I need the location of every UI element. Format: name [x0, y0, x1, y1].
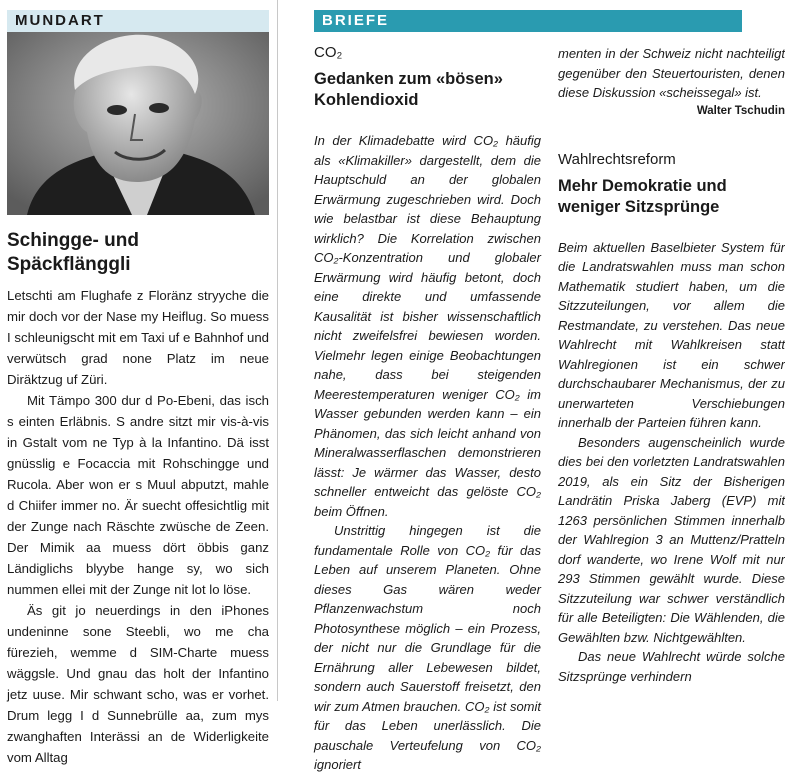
- mundart-headline-line1: Schingge- und: [7, 230, 139, 251]
- briefe-section: [314, 0, 785, 772]
- letter-author: Walter Tschudin: [696, 104, 785, 117]
- portrait-illustration: [7, 32, 269, 215]
- letter-wahlrecht-headline-line2: weniger Sitzsprünge: [558, 197, 720, 216]
- section-header-mundart: MUNDART: [7, 10, 269, 32]
- previous-letter-tail: [558, 44, 785, 103]
- letter-wahlrecht-paragraph-3: Das neue Wahlrecht würde solche Sitzsprünge verhindern: [558, 649, 785, 684]
- letter-co2-headline-line1: Gedanken zum «bösen»: [314, 70, 503, 88]
- letter-wahlrecht-topic: Wahlrechtsreform: [558, 150, 676, 168]
- letter-wahlrecht-headline: [558, 176, 785, 218]
- letter-co2-headline-line2: Kohlendioxid: [314, 91, 419, 109]
- mundart-column: [7, 0, 269, 765]
- previous-letter-text: menten in der Schweiz nicht nachteiligt gegenüber den Steuertouristen, denen diese Diskussion «scheissegal» ist.: [558, 46, 785, 100]
- mundart-paragraph-3: Äs git jo neuerdings in den iPhones undeninne sone Steebli, wo me cha fürezieh, wemme d SIM-Charte muess wäggsle. Und gnau das holt der Infantino jetz uuse. Mir schwant scho, was er vorhet. Drum legg I d Sunnebrülle aa, zum mys zwanghaften Interässi an de Widerligkeite vom Alltag: [7, 603, 269, 765]
- letter-co2-topic: CO₂: [314, 44, 343, 61]
- letter-wahlrecht-paragraph-1: Beim aktuellen Baselbieter System für die Landratswahlen muss man schon Mathematik studiert haben, um die Sitzzuteilungen, vor allem die Restmandate, zu verstehen. Das neue Wahlrecht mit Wahlkreisen statt Wahlregionen ist ein schwer durchschaubarer Mechanismus, der zu unerwarteten Verschiebungen innerhalb der Parteien führen kann.: [558, 239, 785, 430]
- mundart-headline-line2: Späckflänggli: [7, 254, 131, 275]
- mundart-headline: [7, 229, 269, 277]
- letter-co2-headline: [314, 69, 541, 111]
- letter-co2-paragraph-1: In der Klimadebatte wird CO₂ häufig als «Klimakiller» dargestellt, dem die Hauptschuld an der globalen Erwärmung zugeschrieben wird. Doch wie belastbar ist diese Behauptung wirklich? Die Korrelation zwischen CO₂-Konzentration und globaler Erwärmung wird häufig betont, doch eine direkte und umfassende Kausalität ist bisher wissenschaftlich nicht zweifelsfrei bewiesen worden. Vielmehr legen einige Beobachtungen nahe, dass bei steigenden Meerestemperaturen weniger CO₂ im Wasser gebunden werden kann – ein Phänomen, das sich leicht anhand von Mineralwasserflaschen demonstrieren lässt: Je wärmer das Wasser, desto schneller entweicht das gelöste CO₂ beim Öffnen.: [314, 133, 541, 519]
- mundart-paragraph-1: Letschti am Flughafe z Floränz stryyche die mir doch vor der Nase my Heiflug. So muess I schleunigscht mit em Taxi uf e Bahnhof und verwütsch grad none Platz im neue Diräktzug uf Züri.: [7, 288, 269, 387]
- mundart-paragraph-2: Mit Tämpo 300 dur d Po-Ebeni, das isch s einten Erläbnis. S andre sitzt mir vis-à-vis in Gstalt vom ne Typ à la Infantino. Dä isst gnüsslig e Focaccia mit Rohschingge und Rucola. Aber won er s Muul abputzt, mahle d Chiifer immer no. Är suecht offesichtlig mit der Zunge nach Räschte zwüsche de Zeen. Der Mimik aa muess dört öbbis ganz Ländiglichs blyybe hange sy, wo sich nummen ellei mit der Zunge nit lot lo löse.: [7, 393, 269, 597]
- letter-wahlrecht-paragraph-2: Besonders augenscheinlich wurde dies bei den vorletzten Landratswahlen 2019, als ein Sitz der Bisherigen Landrätin Priska Jaberg (EVP) mit 1263 persönlichen Stimmen innerhalb der Wahlregion 3 an Muttenz/Pratteln dorf wanderte, wo Irene Wolf mit nur 293 Stimmen gewählt wurde. Diese Sitzzuteilung war schwer verständlich für alle Beteiligten: Die Wählenden, die Gewählten bzw. Nichtgewählten.: [558, 434, 785, 645]
- letter-co2-paragraph-2: Unstrittig hingegen ist die fundamentale Rolle von CO₂ für das Leben auf unserem Planeten. Ohne dieses Gas wären weder Pflanzenwachstum noch Photosynthese möglich – ein Prozess, der nicht nur die Grundlage für die Ernährung aller Lebewesen bildet, sondern auch Sauerstoff freisetzt, den wir zum Atmen brauchen. CO₂ ist somit für das Leben unerlässlich. Die pauschale Verteufelung von CO₂ ignoriert: [314, 523, 541, 772]
- column-divider: [277, 0, 278, 701]
- letters-column-2: [558, 44, 785, 686]
- section-header-briefe: BRIEFE: [314, 10, 742, 32]
- letter-wahlrecht-body: [558, 238, 785, 687]
- letter-wahlrecht-headline-line1: Mehr Demokratie und: [558, 176, 727, 195]
- letter-co2-body: [314, 131, 541, 775]
- author-portrait: [7, 32, 269, 215]
- letter-co2: [314, 38, 541, 775]
